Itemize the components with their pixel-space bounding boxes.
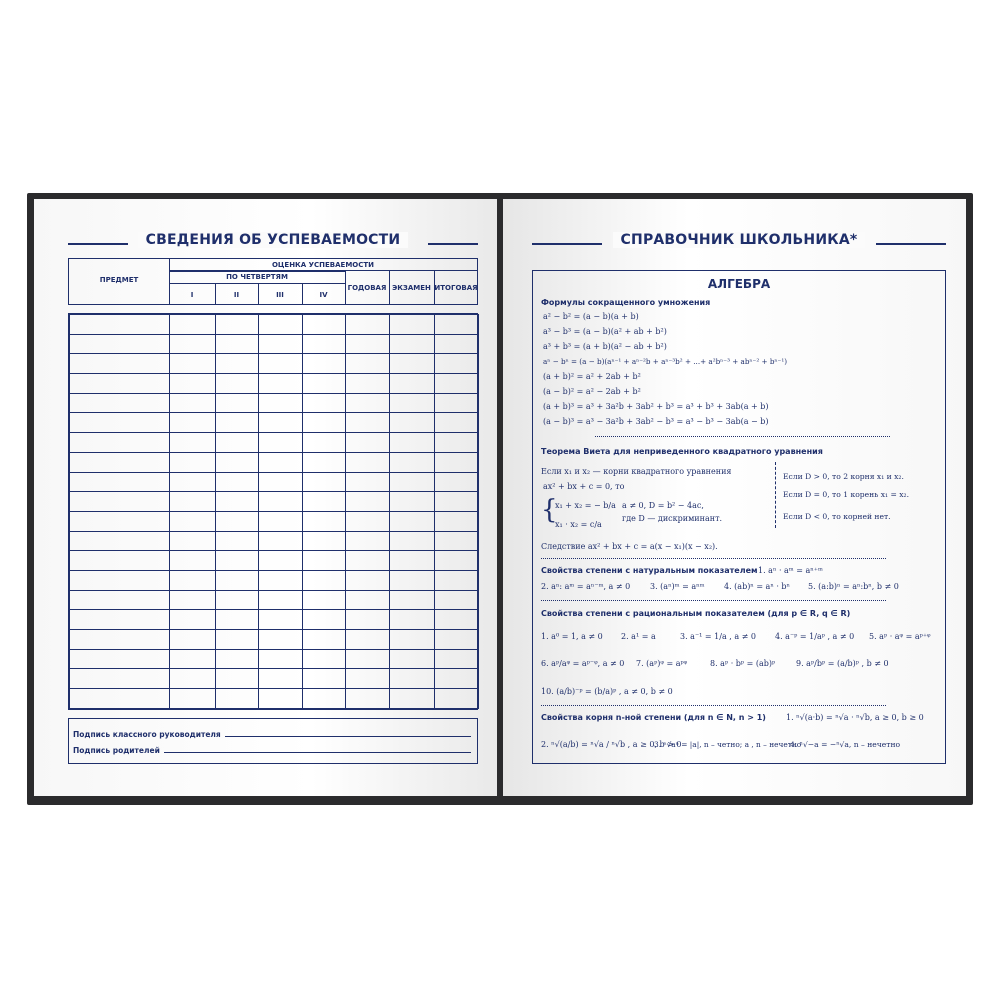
grade-cell[interactable] (259, 689, 303, 709)
grade-cell[interactable] (390, 354, 435, 374)
grid-row (70, 551, 479, 571)
grade-cell[interactable] (346, 669, 390, 689)
vieta-eq: ax² + bx + c = 0, то (543, 482, 625, 491)
root-1: 1. ⁿ√(a·b) = ⁿ√a · ⁿ√b, a ≥ 0, b ≥ 0 (786, 713, 924, 722)
grade-cell[interactable] (435, 610, 479, 630)
vieta-sum: x₁ + x₂ = − b/a (555, 501, 616, 510)
subject-cell[interactable] (70, 649, 170, 669)
natural-powers-heading: Свойства степени с натуральным показателем (541, 566, 758, 575)
grade-cell[interactable] (303, 393, 346, 413)
grade-cell[interactable] (390, 374, 435, 394)
grade-cell[interactable] (390, 649, 435, 669)
grade-cell[interactable] (170, 334, 216, 354)
roots-heading: Свойства корня n-ной степени (для n ∈ N, n > 1) (541, 713, 766, 722)
vieta-product: x₁ · x₂ = c/a (555, 520, 602, 529)
grade-cell[interactable] (259, 393, 303, 413)
grade-cell[interactable] (170, 649, 216, 669)
grid-row (70, 374, 479, 394)
grade-cell[interactable] (346, 511, 390, 531)
header-quarters: ПО ЧЕТВЕРТЯМ (226, 273, 288, 281)
grade-cell[interactable] (259, 511, 303, 531)
subject-cell[interactable] (70, 590, 170, 610)
subject-cell[interactable] (70, 511, 170, 531)
grade-cell[interactable] (216, 570, 259, 590)
grade-cell[interactable] (170, 689, 216, 709)
grade-cell[interactable] (259, 315, 303, 335)
subject-cell[interactable] (70, 413, 170, 433)
grade-cell[interactable] (170, 511, 216, 531)
separator-4 (541, 705, 886, 706)
header-q3: III (276, 291, 284, 299)
grade-cell[interactable] (346, 531, 390, 551)
grade-cell[interactable] (435, 570, 479, 590)
grade-cell[interactable] (170, 433, 216, 453)
grid-row (70, 492, 479, 512)
grid-row (70, 354, 479, 374)
grade-cell[interactable] (303, 354, 346, 374)
header-q2: II (233, 291, 240, 299)
grade-cell[interactable] (435, 531, 479, 551)
header-q4: IV (319, 291, 328, 299)
grade-cell[interactable] (346, 433, 390, 453)
grade-cell[interactable] (303, 610, 346, 630)
grade-cell[interactable] (346, 689, 390, 709)
grade-cell[interactable] (216, 689, 259, 709)
grade-cell[interactable] (170, 393, 216, 413)
grade-cell[interactable] (216, 393, 259, 413)
formula-8: (a − b)³ = a³ − 3a²b + 3ab² − b³ = a³ − b³ − 3ab(a − b) (543, 417, 769, 426)
grade-cell[interactable] (390, 452, 435, 472)
grade-cell[interactable] (303, 433, 346, 453)
grid-row (70, 531, 479, 551)
grades-table-header (68, 258, 478, 305)
grade-cell[interactable] (216, 649, 259, 669)
formula-4: aⁿ − bⁿ = (a − b)(aⁿ⁻¹ + aⁿ⁻²b + aⁿ⁻³b² + ...+ a²bⁿ⁻³ + abⁿ⁻² + bⁿ⁻¹) (543, 357, 788, 366)
grade-cell[interactable] (303, 413, 346, 433)
grade-cell[interactable] (435, 511, 479, 531)
grade-cell[interactable] (303, 630, 346, 650)
grade-cell[interactable] (216, 452, 259, 472)
rational-power-3: 3. a⁻¹ = 1/a , a ≠ 0 (680, 632, 756, 641)
grade-cell[interactable] (170, 452, 216, 472)
header-grades: ОЦЕНКА УСПЕВАЕМОСТИ (271, 261, 375, 269)
parents-signature-line[interactable] (164, 752, 471, 753)
grade-cell[interactable] (303, 315, 346, 335)
grade-cell[interactable] (390, 334, 435, 354)
grade-cell[interactable] (346, 413, 390, 433)
grade-cell[interactable] (390, 669, 435, 689)
grade-cell[interactable] (170, 630, 216, 650)
grade-cell[interactable] (216, 590, 259, 610)
grade-cell[interactable] (346, 630, 390, 650)
grade-cell[interactable] (346, 649, 390, 669)
formula-3: a³ + b³ = (a + b)(a² − ab + b²) (543, 342, 667, 351)
grade-cell[interactable] (435, 472, 479, 492)
grade-cell[interactable] (170, 590, 216, 610)
subject-cell[interactable] (70, 630, 170, 650)
separator-3 (541, 600, 886, 601)
teacher-signature-label: Подпись классного руководителя (73, 730, 221, 739)
grades-grid (68, 313, 478, 710)
rational-power-1: 1. a⁰ = 1, a ≠ 0 (541, 632, 603, 641)
grade-cell[interactable] (303, 472, 346, 492)
grades-grid-table (69, 314, 479, 709)
formula-5: (a + b)² = a² + 2ab + b² (543, 372, 641, 381)
grid-row (70, 610, 479, 630)
grade-cell[interactable] (259, 630, 303, 650)
subject-cell[interactable] (70, 669, 170, 689)
subject-cell[interactable] (70, 689, 170, 709)
grade-cell[interactable] (170, 610, 216, 630)
right-title-block (532, 232, 946, 254)
grade-cell[interactable] (435, 669, 479, 689)
header-final: ИТОГОВАЯ (434, 284, 478, 292)
rational-power-2: 2. a¹ = a (621, 632, 656, 641)
grade-cell[interactable] (170, 354, 216, 374)
grade-cell[interactable] (390, 689, 435, 709)
grade-cell[interactable] (259, 649, 303, 669)
rational-power-5: 5. aᵖ · aᵠ = aᵖ⁺ᵠ (869, 632, 931, 641)
grid-row (70, 433, 479, 453)
grade-cell[interactable] (346, 334, 390, 354)
formula-7: (a + b)³ = a³ + 3a²b + 3ab² + b³ = a³ + b³ + 3ab(a + b) (543, 402, 769, 411)
subject-cell[interactable] (70, 492, 170, 512)
grade-cell[interactable] (346, 610, 390, 630)
grade-cell[interactable] (390, 511, 435, 531)
subject-cell[interactable] (70, 393, 170, 413)
grade-cell[interactable] (303, 551, 346, 571)
vieta-corollary: Следствие ax² + bx + c = a(x − x₁)(x − x₂). (541, 542, 718, 551)
grade-cell[interactable] (303, 511, 346, 531)
grade-cell[interactable] (390, 551, 435, 571)
grade-cell[interactable] (259, 354, 303, 374)
grade-cell[interactable] (303, 452, 346, 472)
rational-powers-heading: Свойства степени с рациональным показателем (для p ∈ R, q ∈ R) (541, 609, 851, 618)
grade-cell[interactable] (259, 452, 303, 472)
grade-cell[interactable] (259, 551, 303, 571)
vieta-divider (775, 462, 776, 528)
grade-cell[interactable] (435, 334, 479, 354)
natural-power-5: 5. (a:b)ⁿ = aⁿ:bⁿ, b ≠ 0 (808, 582, 899, 591)
left-page-title: СВЕДЕНИЯ ОБ УСПЕВАЕМОСТИ (68, 232, 478, 248)
grade-cell[interactable] (259, 669, 303, 689)
subject-cell[interactable] (70, 374, 170, 394)
subject-cell[interactable] (70, 315, 170, 335)
grade-cell[interactable] (259, 590, 303, 610)
grade-cell[interactable] (259, 492, 303, 512)
natural-power-2: 2. aⁿ: aᵐ = aⁿ⁻ᵐ, a ≠ 0 (541, 582, 631, 591)
grade-cell[interactable] (303, 669, 346, 689)
grade-cell[interactable] (435, 315, 479, 335)
grid-row (70, 570, 479, 590)
grid-row (70, 334, 479, 354)
natural-power-1: 1. aⁿ · aᵐ = aⁿ⁺ᵐ (758, 566, 823, 575)
grade-cell[interactable] (303, 689, 346, 709)
rational-power-7: 7. (aᵖ)ᵠ = aᵖᵠ (636, 659, 688, 668)
subject-cell[interactable] (70, 452, 170, 472)
grade-cell[interactable] (170, 492, 216, 512)
grade-cell[interactable] (390, 531, 435, 551)
separator-1 (595, 436, 890, 437)
grade-cell[interactable] (303, 531, 346, 551)
grade-cell[interactable] (170, 570, 216, 590)
grade-cell[interactable] (390, 610, 435, 630)
grade-cell[interactable] (435, 689, 479, 709)
grade-cell[interactable] (303, 590, 346, 610)
natural-power-3: 3. (aⁿ)ᵐ = aⁿᵐ (650, 582, 705, 591)
grade-cell[interactable] (390, 433, 435, 453)
rational-power-4: 4. a⁻ᵖ = 1/aᵖ , a ≠ 0 (775, 632, 855, 641)
grade-cell[interactable] (435, 649, 479, 669)
grade-cell[interactable] (390, 492, 435, 512)
vieta-cond-2: где D — дискриминант. (622, 514, 723, 523)
grade-cell[interactable] (346, 590, 390, 610)
grade-cell[interactable] (170, 315, 216, 335)
grade-cell[interactable] (346, 354, 390, 374)
grade-cell[interactable] (259, 334, 303, 354)
grid-row (70, 590, 479, 610)
grade-cell[interactable] (303, 570, 346, 590)
grade-cell[interactable] (303, 492, 346, 512)
grade-cell[interactable] (216, 472, 259, 492)
subject-cell[interactable] (70, 531, 170, 551)
grade-cell[interactable] (259, 374, 303, 394)
grade-cell[interactable] (216, 610, 259, 630)
grade-cell[interactable] (346, 393, 390, 413)
grade-cell[interactable] (390, 413, 435, 433)
grid-row (70, 472, 479, 492)
grade-cell[interactable] (259, 570, 303, 590)
parents-signature-label: Подпись родителей (73, 746, 160, 755)
grid-row (70, 315, 479, 335)
grade-cell[interactable] (435, 551, 479, 571)
grade-cell[interactable] (435, 354, 479, 374)
teacher-signature-line[interactable] (225, 736, 471, 737)
grade-cell[interactable] (346, 492, 390, 512)
vieta-if: Если x₁ и x₂ — корни квадратного уравнения (541, 467, 732, 476)
grid-row (70, 413, 479, 433)
grade-cell[interactable] (390, 393, 435, 413)
root-2: 2. ⁿ√(a/b) = ⁿ√a / ⁿ√b , a ≥ 0, b > 0 (541, 740, 682, 749)
grade-cell[interactable] (216, 511, 259, 531)
grid-row (70, 511, 479, 531)
grade-cell[interactable] (259, 472, 303, 492)
left-title-block (68, 232, 478, 254)
header-annual: ГОДОВАЯ (347, 284, 387, 292)
grade-cell[interactable] (303, 334, 346, 354)
grade-cell[interactable] (390, 570, 435, 590)
grade-cell[interactable] (259, 413, 303, 433)
grade-cell[interactable] (216, 354, 259, 374)
grade-cell[interactable] (390, 472, 435, 492)
vieta-heading: Теорема Виета для неприведенного квадратного уравнения (541, 447, 823, 456)
subject-cell[interactable] (70, 433, 170, 453)
right-page-title: СПРАВОЧНИК ШКОЛЬНИКА* (532, 232, 946, 248)
header-exam: ЭКЗАМЕН (392, 284, 431, 292)
grade-cell[interactable] (170, 669, 216, 689)
vieta-case-3: Если D < 0, то корней нет. (783, 512, 891, 521)
formula-6: (a − b)² = a² − 2ab + b² (543, 387, 641, 396)
grade-cell[interactable] (216, 551, 259, 571)
grade-cell[interactable] (216, 669, 259, 689)
abbreviated-heading: Формулы сокращенного умножения (541, 298, 711, 307)
grade-cell[interactable] (170, 413, 216, 433)
subject-cell[interactable] (70, 610, 170, 630)
grade-cell[interactable] (390, 590, 435, 610)
grade-cell[interactable] (259, 531, 303, 551)
signature-block (68, 718, 478, 764)
separator-2 (541, 558, 886, 559)
grade-cell[interactable] (216, 315, 259, 335)
grade-cell[interactable] (216, 374, 259, 394)
grade-cell[interactable] (346, 472, 390, 492)
rational-power-6: 6. aᵖ/aᵠ = aᵖ⁻ᵠ, a ≠ 0 (541, 659, 625, 668)
grade-cell[interactable] (435, 590, 479, 610)
subject-cell[interactable] (70, 472, 170, 492)
grade-cell[interactable] (259, 610, 303, 630)
grade-cell[interactable] (216, 413, 259, 433)
grade-cell[interactable] (259, 433, 303, 453)
grid-row (70, 393, 479, 413)
grade-cell[interactable] (170, 472, 216, 492)
subject-cell[interactable] (70, 570, 170, 590)
root-3: 3. ⁿ√aⁿ = |a|, n – четно; a , n – нечетно (654, 740, 802, 749)
vieta-cond-1: a ≠ 0, D = b² − 4ac, (622, 501, 704, 510)
grade-cell[interactable] (435, 492, 479, 512)
grid-row (70, 649, 479, 669)
grade-cell[interactable] (435, 433, 479, 453)
grade-cell[interactable] (435, 452, 479, 472)
grade-cell[interactable] (216, 531, 259, 551)
formula-1: a² − b² = (a − b)(a + b) (543, 312, 639, 321)
grid-row (70, 630, 479, 650)
grade-cell[interactable] (390, 315, 435, 335)
vieta-case-1: Если D > 0, то 2 корня x₁ и x₂. (783, 472, 904, 481)
grade-cell[interactable] (346, 551, 390, 571)
grade-cell[interactable] (170, 374, 216, 394)
grade-cell[interactable] (216, 433, 259, 453)
grade-cell[interactable] (346, 570, 390, 590)
natural-power-4: 4. (ab)ⁿ = aⁿ · bⁿ (724, 582, 790, 591)
rational-power-10: 10. (a/b)⁻ᵖ = (b/a)ᵖ , a ≠ 0, b ≠ 0 (541, 687, 673, 696)
grade-cell[interactable] (346, 374, 390, 394)
vieta-case-2: Если D = 0, то 1 корень x₁ = x₂. (783, 490, 910, 499)
grade-cell[interactable] (303, 649, 346, 669)
grid-row (70, 669, 479, 689)
section-title: АЛГЕБРА (707, 277, 771, 291)
grade-cell[interactable] (435, 374, 479, 394)
grade-cell[interactable] (346, 452, 390, 472)
rational-power-9: 9. aᵖ/bᵖ = (a/b)ᵖ , b ≠ 0 (796, 659, 889, 668)
formula-2: a³ − b³ = (a − b)(a² + ab + b²) (543, 327, 667, 336)
subject-cell[interactable] (70, 354, 170, 374)
grade-cell[interactable] (303, 374, 346, 394)
grade-cell[interactable] (216, 492, 259, 512)
subject-cell[interactable] (70, 551, 170, 571)
rational-power-8: 8. aᵖ · bᵖ = (ab)ᵖ (710, 659, 776, 668)
header-subject: ПРЕДМЕТ (99, 276, 139, 284)
grade-cell[interactable] (346, 315, 390, 335)
root-4: 4. ⁿ√−a = −ⁿ√a, n – нечетно (790, 740, 901, 749)
grade-cell[interactable] (170, 551, 216, 571)
grade-cell[interactable] (390, 630, 435, 650)
header-q1: I (190, 291, 194, 299)
grade-cell[interactable] (216, 334, 259, 354)
grade-cell[interactable] (216, 630, 259, 650)
grid-row (70, 689, 479, 709)
grade-cell[interactable] (170, 531, 216, 551)
grade-cell[interactable] (435, 413, 479, 433)
grade-cell[interactable] (435, 393, 479, 413)
grade-cell[interactable] (435, 630, 479, 650)
system-brace: { (541, 495, 558, 525)
subject-cell[interactable] (70, 334, 170, 354)
grid-row (70, 452, 479, 472)
